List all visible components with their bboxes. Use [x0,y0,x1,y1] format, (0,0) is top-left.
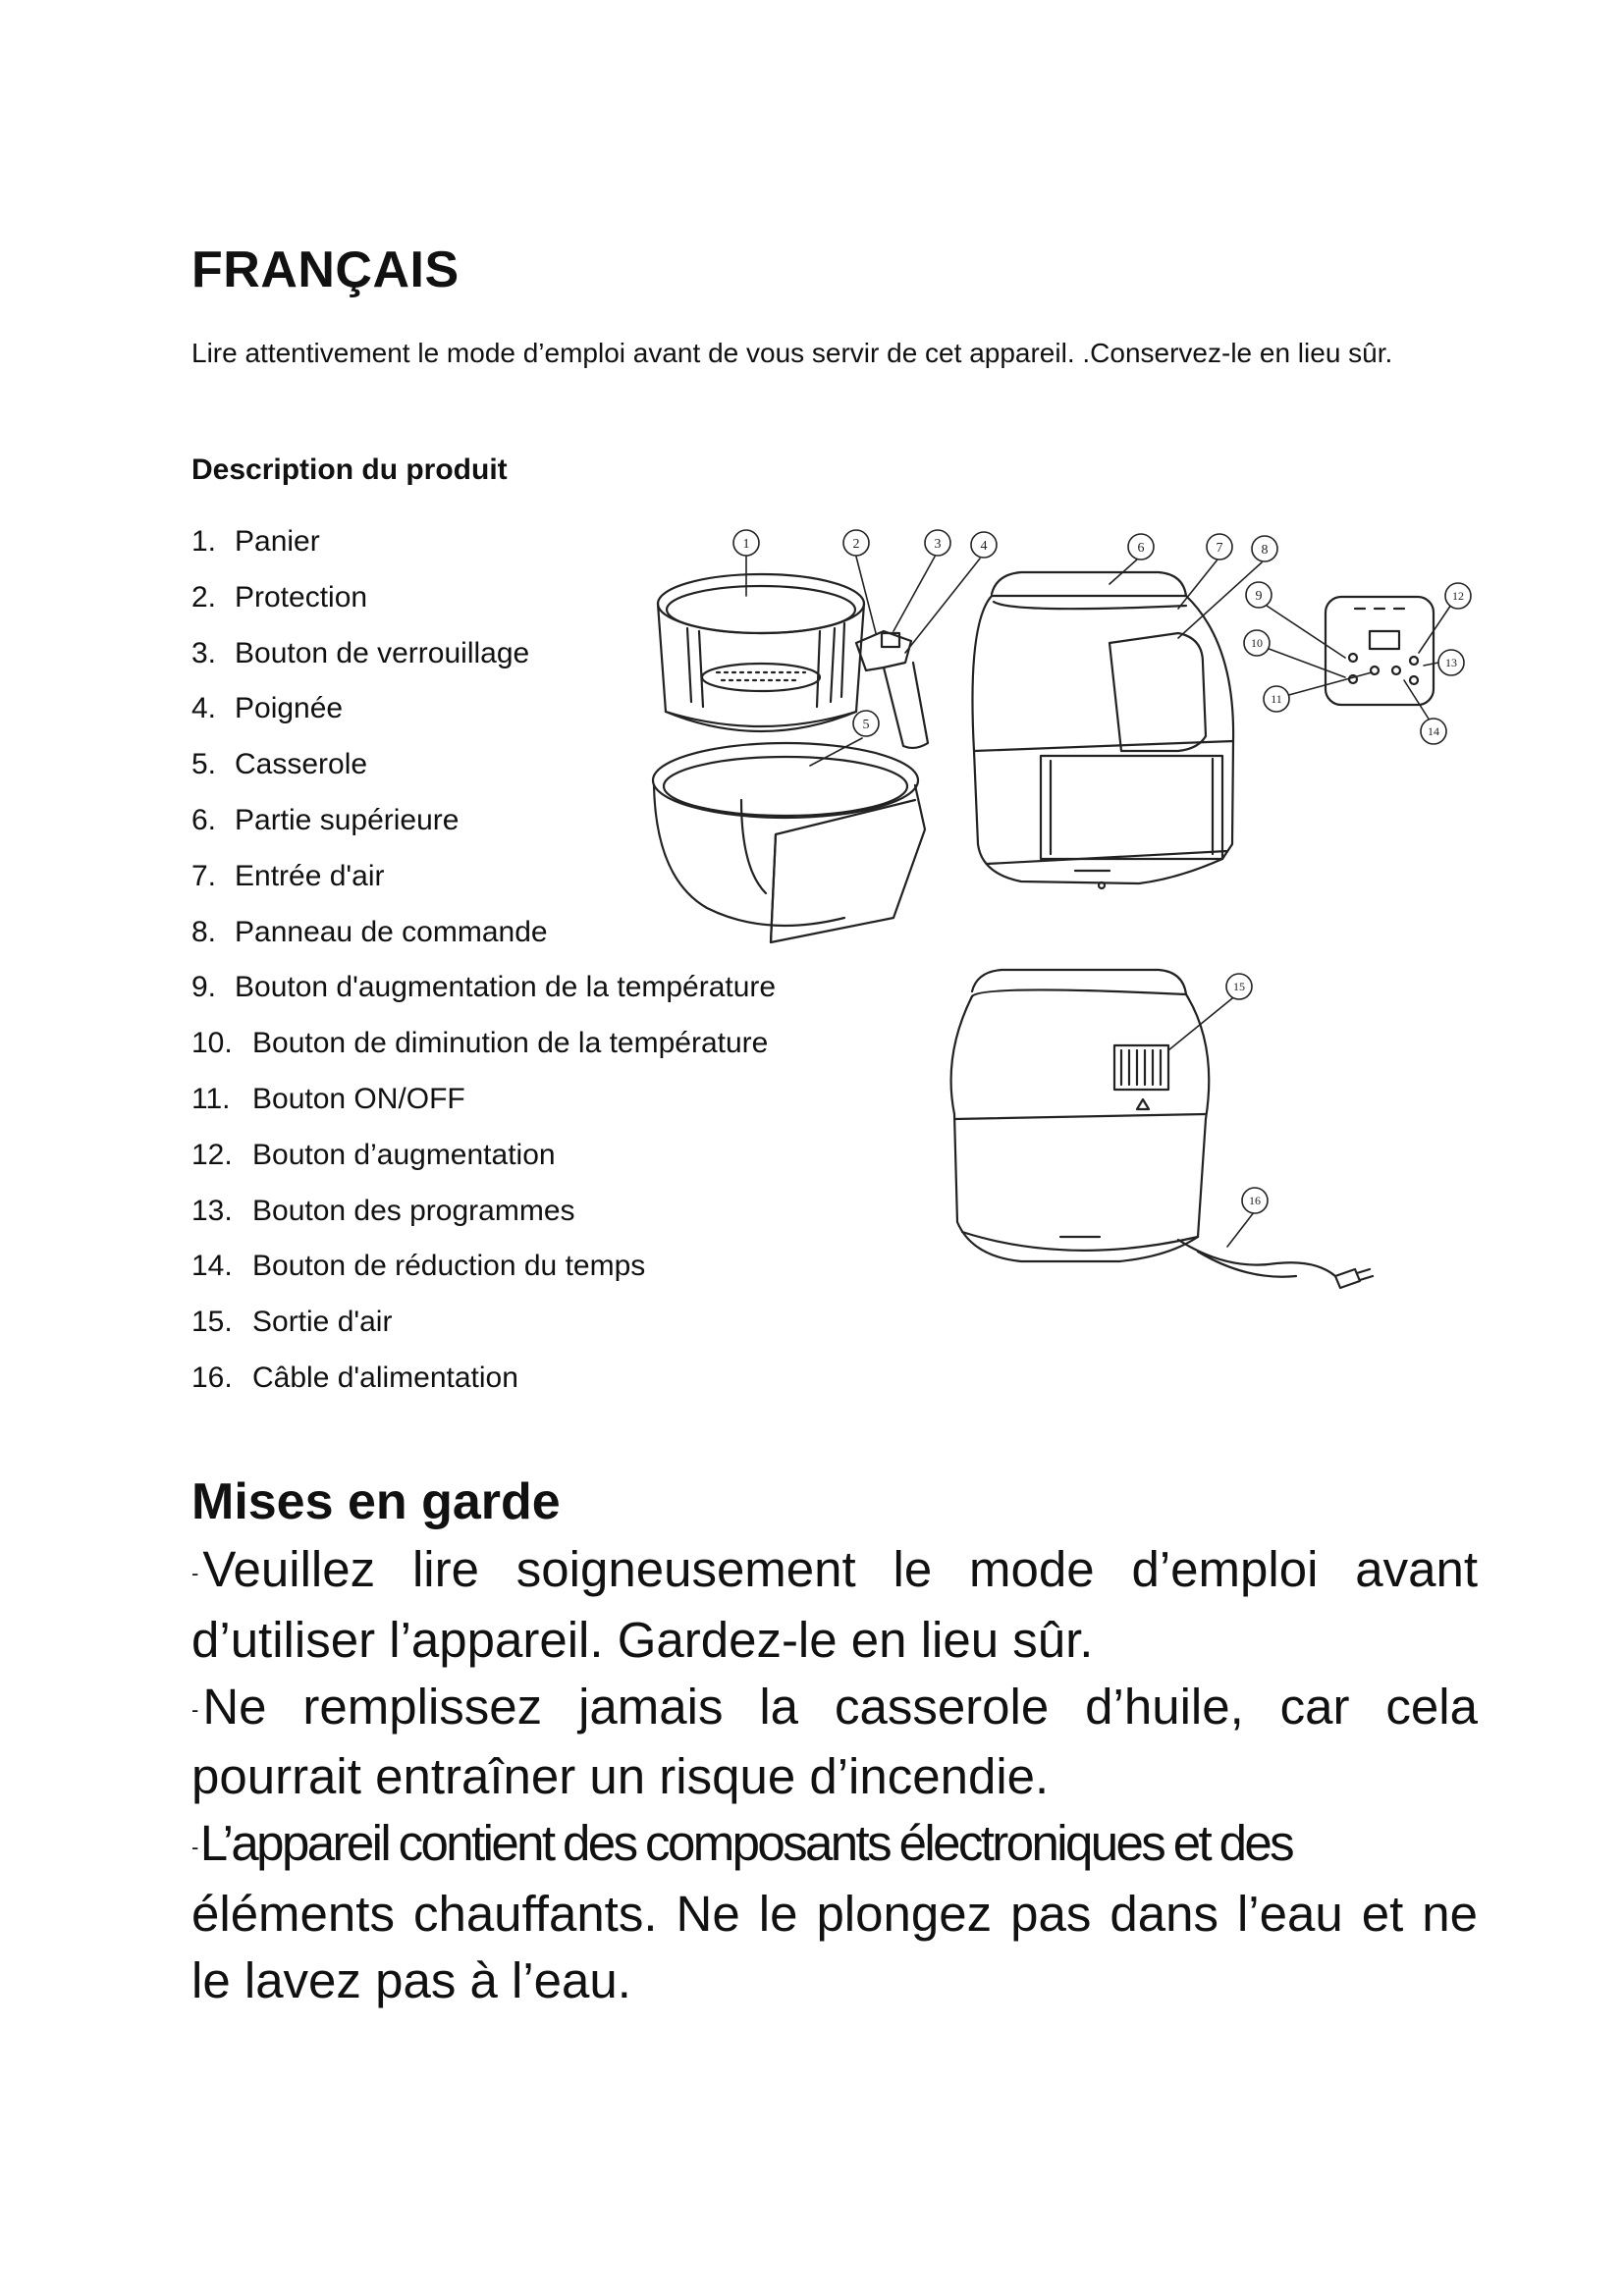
svg-text:16: 16 [1249,1194,1261,1207]
list-item: 6. Partie supérieure [191,803,460,836]
list-item: 11. Bouton ON/OFF [191,1082,465,1115]
warnings-list [191,1536,1478,2014]
callout-4 [971,532,997,558]
svg-text:3: 3 [934,537,942,552]
fryer-back-drawing [951,970,1373,1288]
svg-text:4: 4 [980,539,988,554]
callout-1 [733,530,759,556]
svg-text:11: 11 [1271,692,1282,706]
product-diagram [648,506,1492,1320]
page-title: FRANÇAIS [191,241,460,298]
list-item: 7. Entrée d'air [191,859,385,892]
list-item: 1. Panier [191,525,320,558]
control-panel-drawing [1326,597,1434,705]
warning-item: -Veuillez lire soigneusement le mode d’emploi avant d’utiliser l’appareil. Gardez-le en lieu sûr. [191,1541,1478,1668]
svg-text:6: 6 [1137,541,1145,556]
callout-9 [1246,582,1272,608]
callout-5 [853,711,879,736]
svg-text:13: 13 [1445,656,1457,669]
callout-14 [1421,719,1446,744]
svg-text:15: 15 [1233,980,1245,993]
list-item: 16. Câble d'alimentation [191,1361,518,1394]
list-item: 8. Panneau de commande [191,915,548,948]
list-item: 9. Bouton d'augmentation de la température [191,971,777,1004]
svg-text:10: 10 [1251,636,1263,650]
svg-text:7: 7 [1216,541,1223,556]
basket-drawing [658,574,864,731]
callout-8 [1252,536,1277,561]
callout-7 [1207,534,1232,560]
svg-text:1: 1 [742,537,750,552]
list-item: 2. Protection [191,580,368,614]
product-description-heading: Description du produit [191,454,508,486]
list-item: 13. Bouton des programmes [191,1194,575,1227]
list-item: 10. Bouton de diminution de la température [191,1027,769,1060]
callout-10 [1244,630,1270,656]
warning-item-continued: éléments chauffants. Ne le plongez pas dans l’eau et ne le lavez pas à l’eau. [191,1885,1478,2008]
callout-3 [925,530,950,556]
svg-text:12: 12 [1452,589,1464,603]
callout-11 [1264,686,1289,712]
warning-item-condensed-line: -L’appareil contient des composants électroniques et des [191,1815,1293,1872]
svg-text:5: 5 [862,718,870,732]
svg-text:9: 9 [1255,589,1263,604]
callout-15 [1226,974,1252,999]
list-item: 5. Casserole [191,748,368,781]
warning-item: -Ne remplissez jamais la casserole d’huile, car cela pourrait entraîner un risque d’incendie. [191,1678,1478,1805]
svg-text:14: 14 [1428,724,1439,738]
fryer-front-drawing [972,572,1233,888]
list-item: 15. Sortie d'air [191,1306,393,1339]
list-item: 14. Bouton de réduction du temps [191,1250,646,1283]
list-item: 4. Poignée [191,692,344,725]
callout-16 [1242,1188,1268,1213]
intro-text: Lire attentivement le mode d’emploi avant de vous servir de cet appareil. .Conservez-le en lieu sûr. [191,338,1393,368]
callout-12 [1445,583,1471,609]
svg-text:2: 2 [852,537,860,552]
list-item: 12. Bouton d’augmentation [191,1138,556,1171]
callout-13 [1438,650,1464,675]
list-item: 3. Bouton de verrouillage [191,636,530,669]
warnings-heading: Mises en garde [191,1473,561,1530]
callout-2 [843,530,869,556]
svg-text:8: 8 [1261,543,1269,558]
callout-6 [1128,534,1154,560]
pan-drawing [653,743,925,942]
